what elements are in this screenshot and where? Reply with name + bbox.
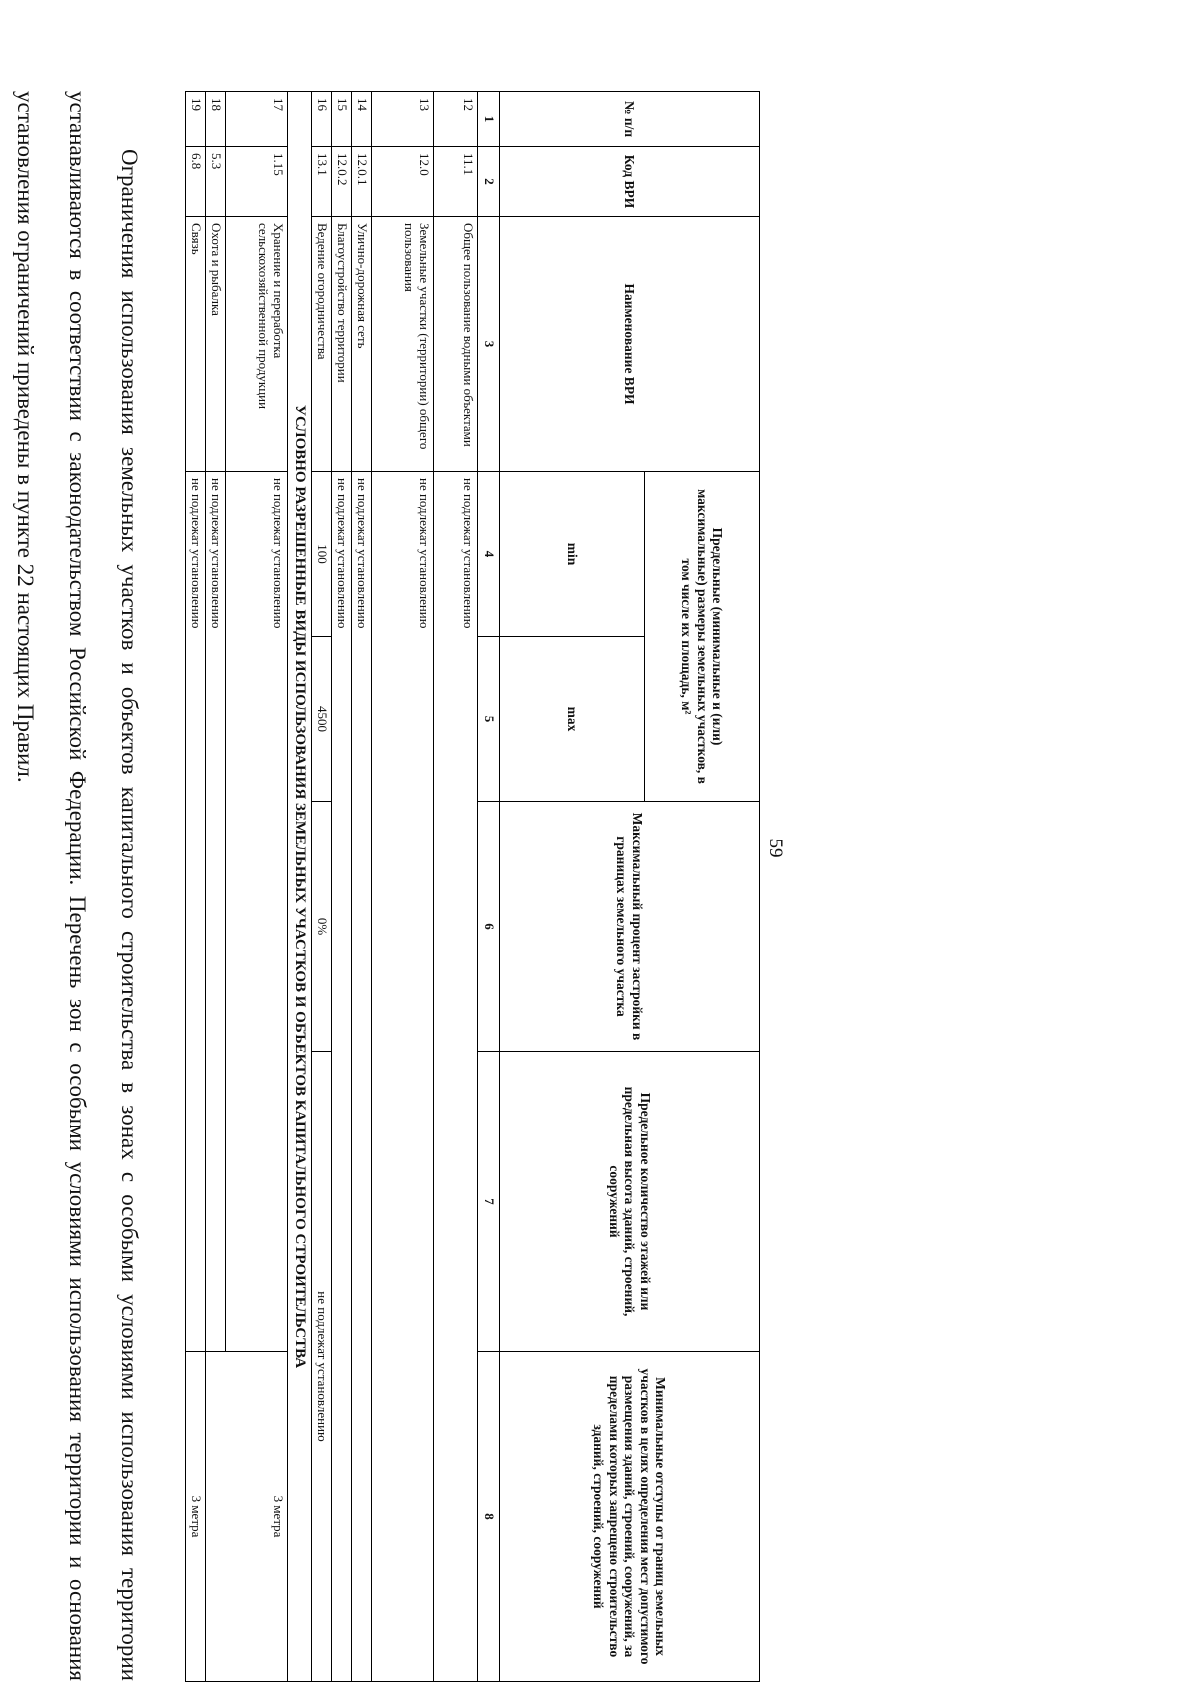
row-name: Общее пользование водными объектами xyxy=(434,217,478,472)
row-num: 14 xyxy=(352,92,372,147)
land-use-table xyxy=(185,91,760,1682)
row-value: не подлежат установлению xyxy=(332,472,352,1682)
paragraph: Ограничения использования земельных участков и объектов капитального строительства в зонах с особыми условиями использования территории устанавливаются в соответствии с законодательством Российской Федерации. Перечень зон с особыми условиями использования территории и основания установления ограничений приведены в пункте 22 настоящих Правил. xyxy=(13,91,143,1681)
row-setback: 3 метра xyxy=(186,1352,206,1682)
table-row xyxy=(186,92,206,1682)
page-number: 59 xyxy=(765,838,786,858)
table-row xyxy=(352,92,372,1682)
row-value: не подлежат установлению xyxy=(352,472,372,1682)
col-number: 5 xyxy=(478,637,500,802)
col-number: 6 xyxy=(478,802,500,1052)
col-number: 8 xyxy=(478,1352,500,1682)
header-name: Наименование ВРИ xyxy=(500,217,760,472)
row-name: Благоустройство территории xyxy=(332,217,352,472)
row-num: 18 xyxy=(206,92,226,147)
col-number: 7 xyxy=(478,1052,500,1352)
row-code: 6.8 xyxy=(186,147,206,217)
row-value: не подлежат установлению xyxy=(226,472,288,1352)
col-number: 2 xyxy=(478,147,500,217)
row-code: 13.1 xyxy=(312,147,332,217)
table-row xyxy=(312,92,332,1682)
header-floors: Предельное количество этажей или предельная высота зданий, строений, сооружений xyxy=(500,1052,760,1352)
row-name: Охота и рыбалка xyxy=(206,217,226,472)
row-value: не подлежат установлению xyxy=(186,472,206,1352)
table-row xyxy=(434,92,478,1682)
row-num: 16 xyxy=(312,92,332,147)
row-num: 19 xyxy=(186,92,206,147)
row-min: 100 xyxy=(312,472,332,637)
row-name: Связь xyxy=(186,217,206,472)
row-code: 12.0.2 xyxy=(332,147,352,217)
row-code: 11.1 xyxy=(434,147,478,217)
row-code: 5.3 xyxy=(206,147,226,217)
col-number: 4 xyxy=(478,472,500,637)
row-num: 15 xyxy=(332,92,352,147)
row-value: не подлежат установлению xyxy=(434,472,478,1682)
body-text xyxy=(0,91,155,1681)
row-num: 13 xyxy=(372,92,434,147)
header-setback: Минимальные отступы от границ земельных участков в целях определения мест допустимого размещения зданий, строений, сооружений, за пределами которых запрещено строительство зданий, строений, сооружений xyxy=(500,1352,760,1682)
row-name: Ведение огородничества xyxy=(312,217,332,472)
row-rest: не подлежат установлению xyxy=(312,1052,332,1682)
row-name: Хранение и переработка сельскохозяйственной продукции xyxy=(226,217,288,472)
table-row xyxy=(226,92,288,1682)
row-num: 12 xyxy=(434,92,478,147)
table-row xyxy=(332,92,352,1682)
table-row xyxy=(372,92,434,1682)
header-percent: Максимальный процент застройки в границах земельного участка xyxy=(500,802,760,1052)
row-code: 12.0 xyxy=(372,147,434,217)
col-number: 1 xyxy=(478,92,500,147)
row-code: 1.15 xyxy=(226,147,288,217)
row-name: Земельные участки (территории) общего пользования xyxy=(372,217,434,472)
rotated-page-content xyxy=(13,91,760,1681)
header-num: № п/п xyxy=(500,92,760,147)
row-max: 4500 xyxy=(312,637,332,802)
row-num: 17 xyxy=(226,92,288,147)
row-code: 12.0.1 xyxy=(352,147,372,217)
column-numbers-row xyxy=(478,92,500,1682)
row-setback: 3 метра xyxy=(206,1352,288,1682)
header-code: Код ВРИ xyxy=(500,147,760,217)
col-number: 3 xyxy=(478,217,500,472)
header-sizes: Предельные (минимальные и (или) максимальные) размеры земельных участков, в том числе их площадь, м² xyxy=(645,472,760,802)
section-title-row xyxy=(288,92,312,1682)
row-percent: 0% xyxy=(312,802,332,1052)
section-title: УСЛОВНО РАЗРЕШЕННЫЕ ВИДЫ ИСПОЛЬЗОВАНИЯ ЗЕМЕЛЬНЫХ УЧАСТКОВ И ОБЪЕКТОВ КАПИТАЛЬНОГО СТРОИТЕЛЬСТВА xyxy=(288,92,312,1682)
header-row xyxy=(645,92,760,1682)
row-name: Улично-дорожная сеть xyxy=(352,217,372,472)
row-value: не подлежат установлению xyxy=(206,472,226,1352)
row-value: не подлежат установлению xyxy=(372,472,434,1682)
header-max: max xyxy=(500,637,645,802)
header-min: min xyxy=(500,472,645,637)
